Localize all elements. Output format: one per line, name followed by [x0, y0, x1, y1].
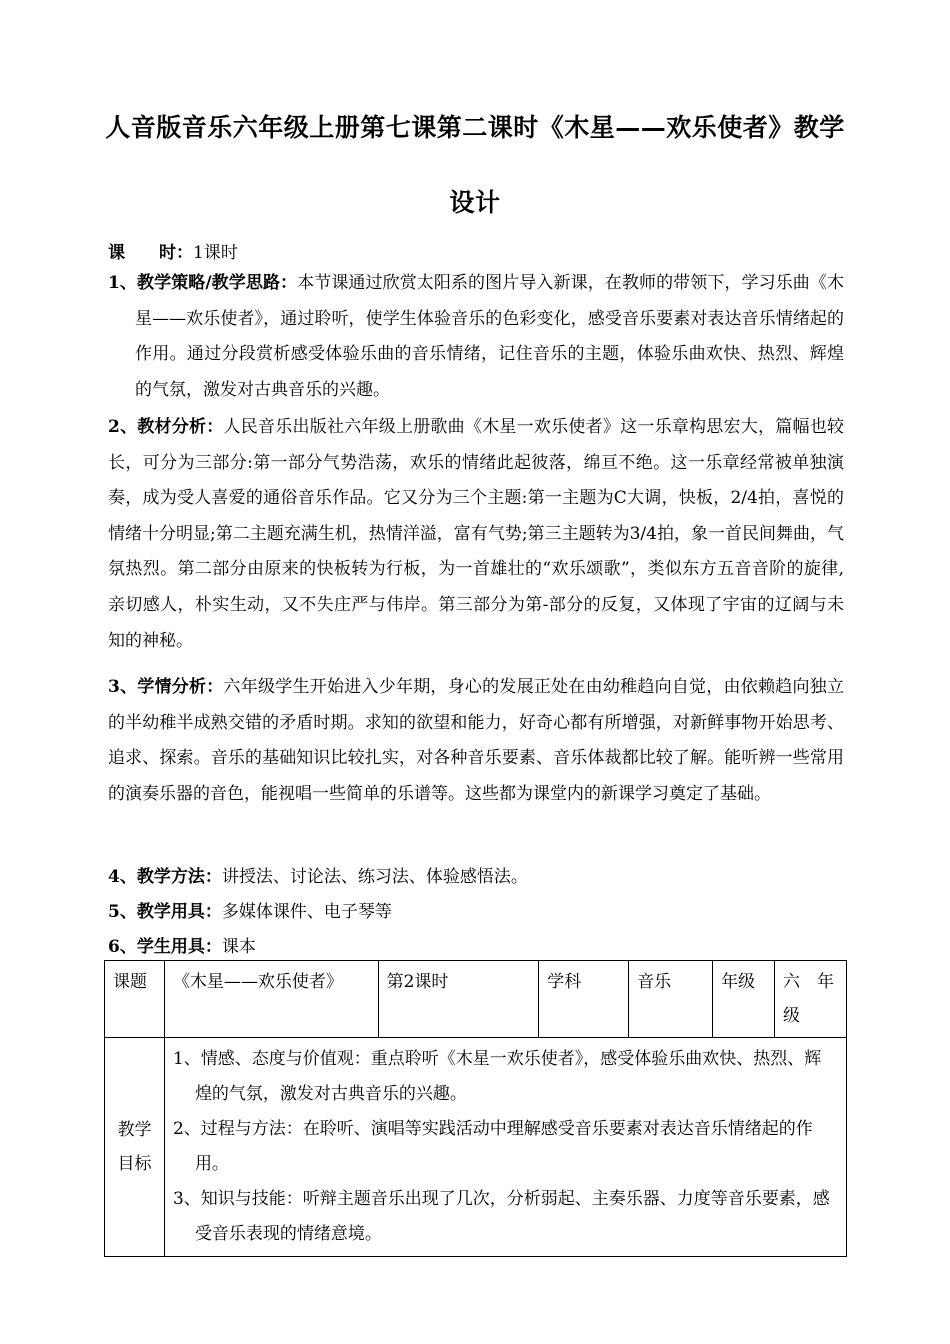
section-students — [108, 670, 844, 812]
period-value: 1课时 — [193, 243, 238, 263]
table-header-row — [105, 961, 847, 1038]
section-student-tools — [108, 932, 848, 957]
period-line — [108, 238, 848, 263]
lesson-table — [104, 960, 847, 1257]
section-label: 4、教学方法： — [108, 867, 222, 887]
cell-subject-value: 音乐 — [629, 961, 713, 1038]
section-text: 讲授法、讨论法、练习法、体验感悟法。 — [221, 867, 528, 887]
section-text: 多媒体课件、电子琴等 — [221, 902, 392, 922]
section-text: 本节课通过欣赏太阳系的图片导入新课，在教师的带领下，学习乐曲《木星——欢乐使者》，通过聆听，使学生体验音乐的色彩变化，感受音乐要素对表达音乐情绪起的作用。通过分段赏析感受体验乐曲的音乐情绪，记住音乐的主题，体验乐曲欢快、热烈、辉煌的气氛，激发对古典音乐的兴趣。 — [135, 273, 844, 400]
cell-grade-label: 年级 — [713, 961, 775, 1038]
goal-item: 1、情感、态度与价值观：重点聆听《木星一欢乐使者》，感受体验乐曲欢快、热烈、辉煌的气氛，激发对古典音乐的兴趣。 — [172, 1049, 822, 1104]
goal-item: 2、过程与方法：在聆听、演唱等实践活动中理解感受音乐要素对表达音乐情绪起的作用。 — [172, 1119, 813, 1174]
cell-goals-content — [164, 1038, 846, 1257]
section-label: 1、教学策略/教学思路： — [108, 273, 298, 293]
section-method — [108, 862, 848, 887]
doc-title-line2: 设计 — [449, 188, 501, 217]
period-label: 课 时： — [108, 243, 193, 263]
cell-topic-label: 课题 — [105, 961, 165, 1038]
cell-topic-value: 《木星——欢乐使者》 — [164, 961, 378, 1038]
section-tools — [108, 897, 848, 922]
section-label: 2、教材分析： — [108, 417, 224, 437]
section-text: 课本 — [221, 937, 256, 957]
section-text: 六年级学生开始进入少年期，身心的发展正处在由幼稚趋向自觉，由依赖趋向独立的半幼稚半成熟交错的矛盾时期。求知的欲望和能力，好奇心都有所增强，对新鲜事物开始思考、追求、探索。音乐的基础知识比较扎实，对各种音乐要素、音乐体裁都比较了解。能听辨一些常用的演奏乐器的音色，能视唱一些简单的乐谱等。这些都为课堂内的新课学习奠定了基础。 — [108, 677, 844, 804]
cell-period: 第2课时 — [378, 961, 539, 1038]
cell-subject-label: 学科 — [539, 961, 629, 1038]
cell-grade-value: 六 年级 — [775, 961, 847, 1038]
section-label: 3、学情分析： — [108, 677, 224, 697]
section-text: 人民音乐出版社六年级上册歌曲《木星一欢乐使者》这一乐章构思宏大，篇幅也较长，可分为三部分:第一部分气势浩荡，欢乐的情绪此起彼落，绵亘不绝。这一乐章经常被单独演奏，成为受人喜爱的通俗音乐作品。它又分为三个主题:第一主题为C大调，快板，2/4拍，喜悦的情绪十分明显;第二主题充满生机，热情洋溢，富有气势;第三主题转为3/4拍，象一首民间舞曲，气氛热烈。第二部分由原来的快板转为行板，为一首雄壮的“欢乐颂歌”，类似东方五音音阶的旋律,亲切感人，朴实生动，又不失庄严与伟岸。第三部分为第-部分的反复，又体现了宇宙的辽阔与未知的神秘。 — [108, 417, 844, 651]
section-material — [108, 410, 844, 659]
section-label: 5、教学用具： — [108, 902, 222, 922]
table-goals-row — [105, 1038, 847, 1257]
cell-goals-label: 教学目标 — [105, 1038, 165, 1257]
section-strategy — [108, 266, 844, 408]
goal-item: 3、知识与技能：听辩主题音乐出现了几次，分析弱起、主奏乐器、力度等音乐要素，感受音乐表现的情绪意境。 — [172, 1189, 830, 1244]
doc-title-line1: 人音版音乐六年级上册第七课第二课时《木星——欢乐使者》教学 — [105, 113, 845, 142]
section-label: 6、学生用具： — [108, 937, 222, 957]
